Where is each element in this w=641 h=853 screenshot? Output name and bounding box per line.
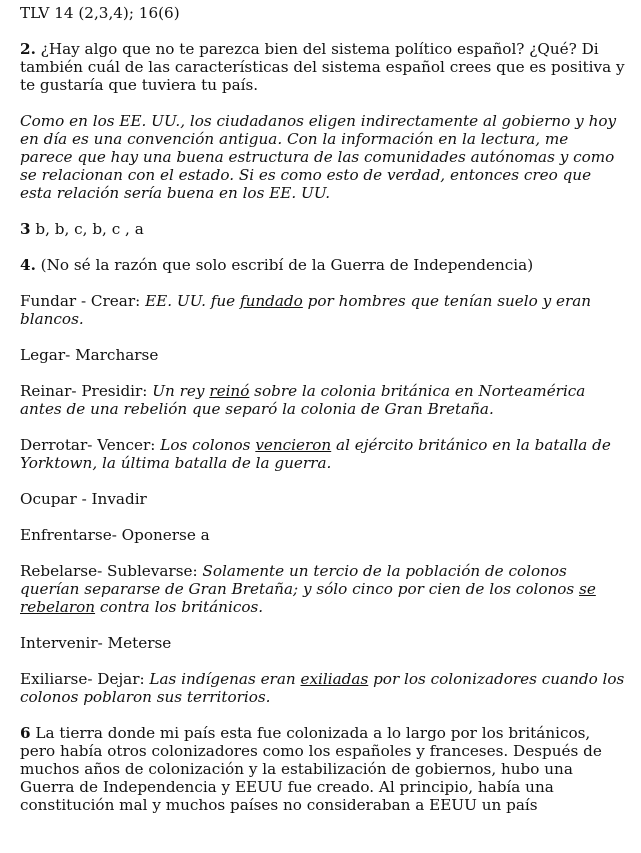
question-text: (No sé la razón que solo escribí de la Guerra de Independencia) [35, 256, 534, 274]
vocab-derrotar [20, 436, 625, 472]
vocab-legar: Legar- Marcharse [20, 346, 159, 364]
example-post: sobre la colonia británica en Norteamérica antes de una rebelión que separó la colonia de Gran Bretaña. [20, 382, 586, 418]
example-pre: EE. UU. fue [145, 292, 240, 310]
example-pre: Un rey [152, 382, 210, 400]
vocab-enfrentarse: Enfrentarse- Oponerse a [20, 526, 210, 544]
underlined-word: reinó [209, 382, 250, 400]
answer-text: b, b, c, b, c , a [30, 220, 144, 238]
vocab-pair: Rebelarse- Sublevarse: [20, 562, 203, 580]
question-number: 4. [20, 256, 36, 274]
vocab-ocupar: Ocupar - Invadir [20, 490, 147, 508]
document-header: TLV 14 (2,3,4); 16(6) [20, 4, 180, 22]
question-3 [20, 220, 625, 238]
question-6 [20, 724, 625, 814]
question-number: 3 [20, 220, 31, 238]
underlined-word: se rebelaron [20, 580, 596, 616]
example-post: contra los británicos. [95, 598, 264, 616]
underlined-word: exiliadas [300, 670, 369, 688]
question-text: ¿Hay algo que no te parezca bien del sistema político español? ¿Qué? Di también cuál de las características del sistema español crees que es positiva y te gustaría que tuviera tu país. [20, 40, 625, 94]
example-pre: Las indígenas eran [149, 670, 301, 688]
answer-text: La tierra donde mi país esta fue colonizada a lo largo por los británicos, pero había otros colonizadores como los españoles y franceses. Después de muchos años de colonización y la estabilización de gobiernos, hubo una Guerra de Independencia y EEUU fue creado. Al principio, había una constitución mal y muchos países no consideraban a EEUU un país [20, 724, 602, 814]
vocab-pair: Derrotar- Vencer: [20, 436, 161, 454]
example-post: por los colonizadores cuando los colonos poblaron sus territorios. [20, 670, 625, 706]
question-number: 2. [20, 40, 36, 58]
underlined-word: vencieron [255, 436, 332, 454]
vocab-pair: Reinar- Presidir: [20, 382, 153, 400]
vocab-exiliarse [20, 670, 625, 706]
vocab-fundar [20, 292, 625, 328]
answer-2: Como en los EE. UU., los ciudadanos eligen indirectamente al gobierno y hoy en día es una convención antigua. Con la información en la lectura, me parece que hay una buena estructura de las comunidades autónomas y como se relacionan con el estado. Si es como esto de verdad, entonces creo que esta relación sería buena en los EE. UU. [20, 112, 617, 202]
question-2 [20, 40, 625, 94]
example-pre: Solamente un tercio de la población de colonos querían separarse de Gran Bretaña; y sólo cinco por cien de los colonos [20, 562, 580, 598]
vocab-pair: Fundar - Crear: [20, 292, 146, 310]
vocab-intervenir: Intervenir- Meterse [20, 634, 172, 652]
question-number: 6 [20, 724, 31, 742]
example-post: al ejército británico en la batalla de Yorktown, la última batalla de la guerra. [20, 436, 611, 472]
vocab-reinar [20, 382, 625, 418]
underlined-word: fundado [239, 292, 303, 310]
vocab-rebelarse [20, 562, 625, 616]
example-pre: Los colonos [160, 436, 256, 454]
example-post: por hombres que tenían suelo y eran blancos. [20, 292, 592, 328]
question-4 [20, 256, 625, 274]
vocab-pair: Exiliarse- Dejar: [20, 670, 150, 688]
